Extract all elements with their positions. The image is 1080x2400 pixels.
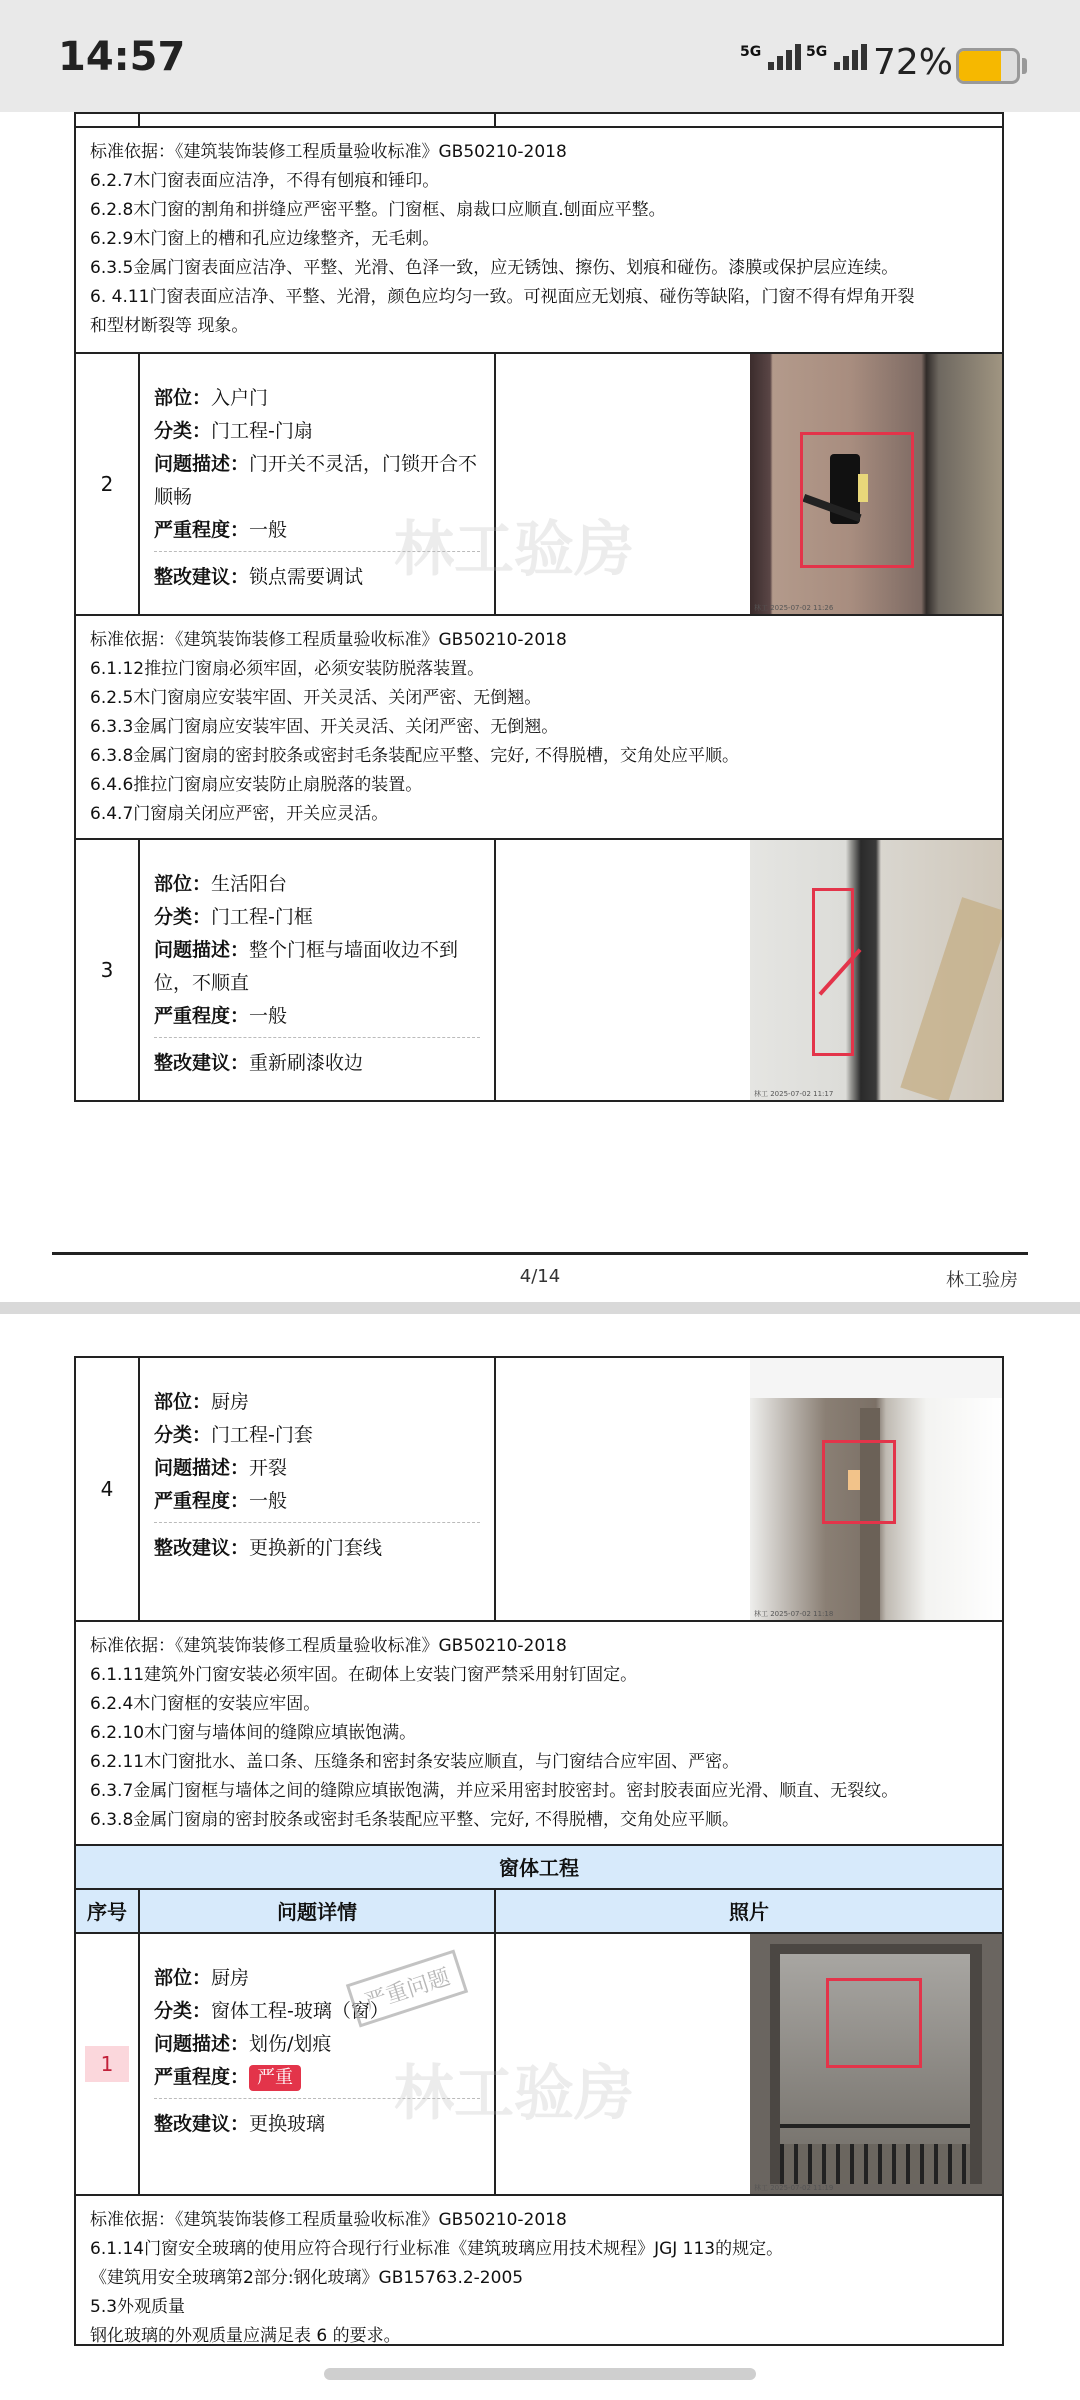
severity-badge: 严重 [249, 2065, 301, 2091]
battery-icon [956, 48, 1020, 84]
cellular-signal-icon: 5G [740, 44, 804, 70]
issue-description: 整个门框与墙面收边不到位，不顺直 [154, 939, 459, 994]
standard-line: 《建筑用安全玻璃第2部分:钢化玻璃》GB15763.2-2005 [90, 2268, 524, 2288]
standard-line: 6.2.10木门窗与墙体间的缝隙应填嵌饱满。 [90, 1723, 417, 1743]
issue-location: 厨房 [211, 1967, 250, 1989]
standard-line: 标准依据：《建筑装饰装修工程质量验收标准》GB50210-2018 [90, 142, 567, 162]
section-title: 窗体工程 [76, 1844, 1002, 1888]
page-number: 4/14 [519, 1266, 561, 1287]
issue-number: 2 [76, 354, 140, 614]
page-footer-divider [52, 1252, 1028, 1255]
standard-line: 6.3.3金属门窗扇应安装牢固、开关灵活、关闭严密、无倒翘。 [90, 717, 559, 737]
issue-location: 入户门 [211, 387, 269, 409]
standard-reference-block [76, 614, 1002, 838]
issue-photo-door-frame[interactable]: 林工 2025-07-02 11:17 [750, 840, 1002, 1100]
issue-details: 部位：入户门 分类：门工程-门扇 问题描述：门开关不灵活，门锁开合不顺畅 严重程度：一般 整改建议：锁点需要调试 [140, 354, 496, 614]
standard-line: 6.1.12推拉门窗扇必须牢固，必须安装防脱落装置。 [90, 659, 485, 679]
issue-suggestion: 重新刷漆收边 [249, 1052, 364, 1074]
standard-line: 5.3外观质量 [90, 2297, 186, 2317]
issue-number: 3 [76, 840, 140, 1100]
issue-number: 1 [85, 2046, 129, 2082]
inspection-table-page-5 [74, 1356, 1004, 2346]
issue-photo-door-casing[interactable]: 林工 2025-07-02 11:18 [750, 1358, 1002, 1620]
battery-percent: 72% [873, 42, 954, 83]
standard-line: 6.4.6推拉门窗扇应安装防止扇脱落的装置。 [90, 775, 423, 795]
issue-row[interactable] [76, 1358, 1002, 1620]
standard-line: 6.3.5金属门窗表面应洁净、平整、光滑、色泽一致，应无锈蚀、擦伤、划痕和碰伤。漆膜或保护层应连续。 [90, 258, 899, 278]
watermark: 林工验房 [394, 515, 634, 585]
issue-category: 门工程-门套 [211, 1424, 313, 1446]
issue-number: 4 [76, 1358, 140, 1620]
standard-line: 标准依据：《建筑装饰装修工程质量验收标准》GB50210-2018 [90, 2210, 567, 2230]
issue-category: 门工程-门框 [211, 906, 313, 928]
issue-description: 开裂 [249, 1457, 288, 1479]
serious-issue-stamp: 严重问题 [346, 1949, 468, 2027]
issue-details: 部位：厨房 分类：窗体工程-玻璃（窗） 问题描述：划伤/划痕 严重程度： 严重 整改建议：更换玻璃 严重问题 [140, 1934, 496, 2194]
standard-line: 6. 4.11门窗表面应洁净、平整、光滑，颜色应均匀一致。可视面应无划痕、碰伤等缺陷，门窗不得有焊角开裂 [90, 287, 915, 307]
cellular-signal-icon-2: 5G [806, 44, 870, 70]
issue-category: 窗体工程-玻璃（窗） [211, 2000, 389, 2022]
clock: 14:57 [58, 34, 186, 80]
issue-photo-cell [496, 1358, 1002, 1620]
issue-description: 门开关不灵活，门锁开合不顺畅 [154, 453, 478, 508]
standard-line: 6.2.7木门窗表面应洁净，不得有刨痕和锤印。 [90, 171, 440, 191]
standard-line: 6.3.7金属门窗框与墙体之间的缝隙应填嵌饱满，并应采用密封胶密封。密封胶表面应光滑、顺直、无裂纹。 [90, 1781, 899, 1801]
standard-line: 6.3.8金属门窗扇的密封胶条或密封毛条装配应平整、完好, 不得脱槽，交角处应平顺。 [90, 1810, 740, 1830]
issue-description: 划伤/划痕 [249, 2033, 332, 2055]
standard-line: 6.2.5木门窗扇应安装牢固、开关灵活、关闭严密、无倒翘。 [90, 688, 542, 708]
issue-row[interactable] [76, 1932, 1002, 2194]
issue-suggestion: 更换玻璃 [249, 2113, 326, 2135]
standard-reference-block [76, 128, 1002, 352]
standard-line: 6.3.8金属门窗扇的密封胶条或密封毛条装配应平整、完好, 不得脱槽，交角处应平顺。 [90, 746, 740, 766]
issue-details: 部位：生活阳台 分类：门工程-门框 问题描述：整个门框与墙面收边不到位，不顺直 严重程度：一般 整改建议：重新刷漆收边 [140, 840, 496, 1100]
standard-reference-block [76, 2194, 1002, 2344]
issue-category: 门工程-门扇 [211, 420, 313, 442]
home-indicator[interactable] [324, 2368, 756, 2380]
issue-photo-door-lock[interactable]: 林工 2025-07-02 11:26 [750, 354, 1002, 614]
standard-line: 6.2.9木门窗上的槽和孔应边缘整齐，无毛刺。 [90, 229, 440, 249]
inspection-table-page-4 [74, 112, 1004, 1102]
issue-details: 部位：厨房 分类：门工程-门套 问题描述：开裂 严重程度：一般 整改建议：更换新的门套线 [140, 1358, 496, 1620]
issue-suggestion: 更换新的门套线 [249, 1537, 383, 1559]
issue-location: 厨房 [211, 1391, 250, 1413]
status-bar [0, 0, 1080, 112]
standard-line: 标准依据：《建筑装饰装修工程质量验收标准》GB50210-2018 [90, 630, 567, 650]
issue-photo-window-glass[interactable]: 林工 2025-07-02 11:19 [750, 1934, 1002, 2194]
standard-line: 6.2.11木门窗批水、盖口条、压缝条和密封条安装应顺直，与门窗结合应牢固、严密。 [90, 1752, 740, 1772]
issue-number-cell [76, 1934, 140, 2194]
standard-line: 和型材断裂等 现象。 [90, 316, 249, 336]
issue-photo-cell [496, 840, 1002, 1100]
issue-row[interactable] [76, 352, 1002, 614]
column-header-detail: 问题详情 [140, 1890, 496, 1932]
standard-line: 标准依据：《建筑装饰装修工程质量验收标准》GB50210-2018 [90, 1636, 567, 1656]
issue-suggestion: 锁点需要调试 [249, 566, 364, 588]
column-header-photo: 照片 [729, 1900, 769, 1924]
standard-line: 6.4.7门窗扇关闭应严密，开关应灵活。 [90, 804, 389, 824]
issue-severity: 一般 [249, 519, 288, 541]
standard-line: 6.2.4木门窗框的安装应牢固。 [90, 1694, 321, 1714]
standard-reference-block [76, 1620, 1002, 1844]
standard-line: 6.2.8木门窗的割角和拼缝应严密平整。门窗框、扇裁口应顺直.刨面应平整。 [90, 200, 666, 220]
issue-severity: 一般 [249, 1490, 288, 1512]
issue-severity: 一般 [249, 1005, 288, 1027]
column-header-no: 序号 [76, 1890, 140, 1932]
watermark: 林工验房 [394, 2059, 634, 2129]
issue-location: 生活阳台 [211, 873, 288, 895]
page-separator [0, 1302, 1080, 1314]
standard-line: 6.1.14门窗安全玻璃的使用应符合现行行业标准《建筑玻璃应用技术规程》JGJ 113的规定。 [90, 2239, 784, 2259]
standard-line: 6.1.11建筑外门窗安装必须牢固。在砌体上安装门窗严禁采用射钉固定。 [90, 1665, 638, 1685]
footer-brand: 林工验房 [946, 1270, 1018, 1291]
table-header [76, 1888, 1002, 1932]
standard-line: 钢化玻璃的外观质量应满足表 6 的要求。 [90, 2326, 401, 2346]
issue-row[interactable] [76, 838, 1002, 1100]
